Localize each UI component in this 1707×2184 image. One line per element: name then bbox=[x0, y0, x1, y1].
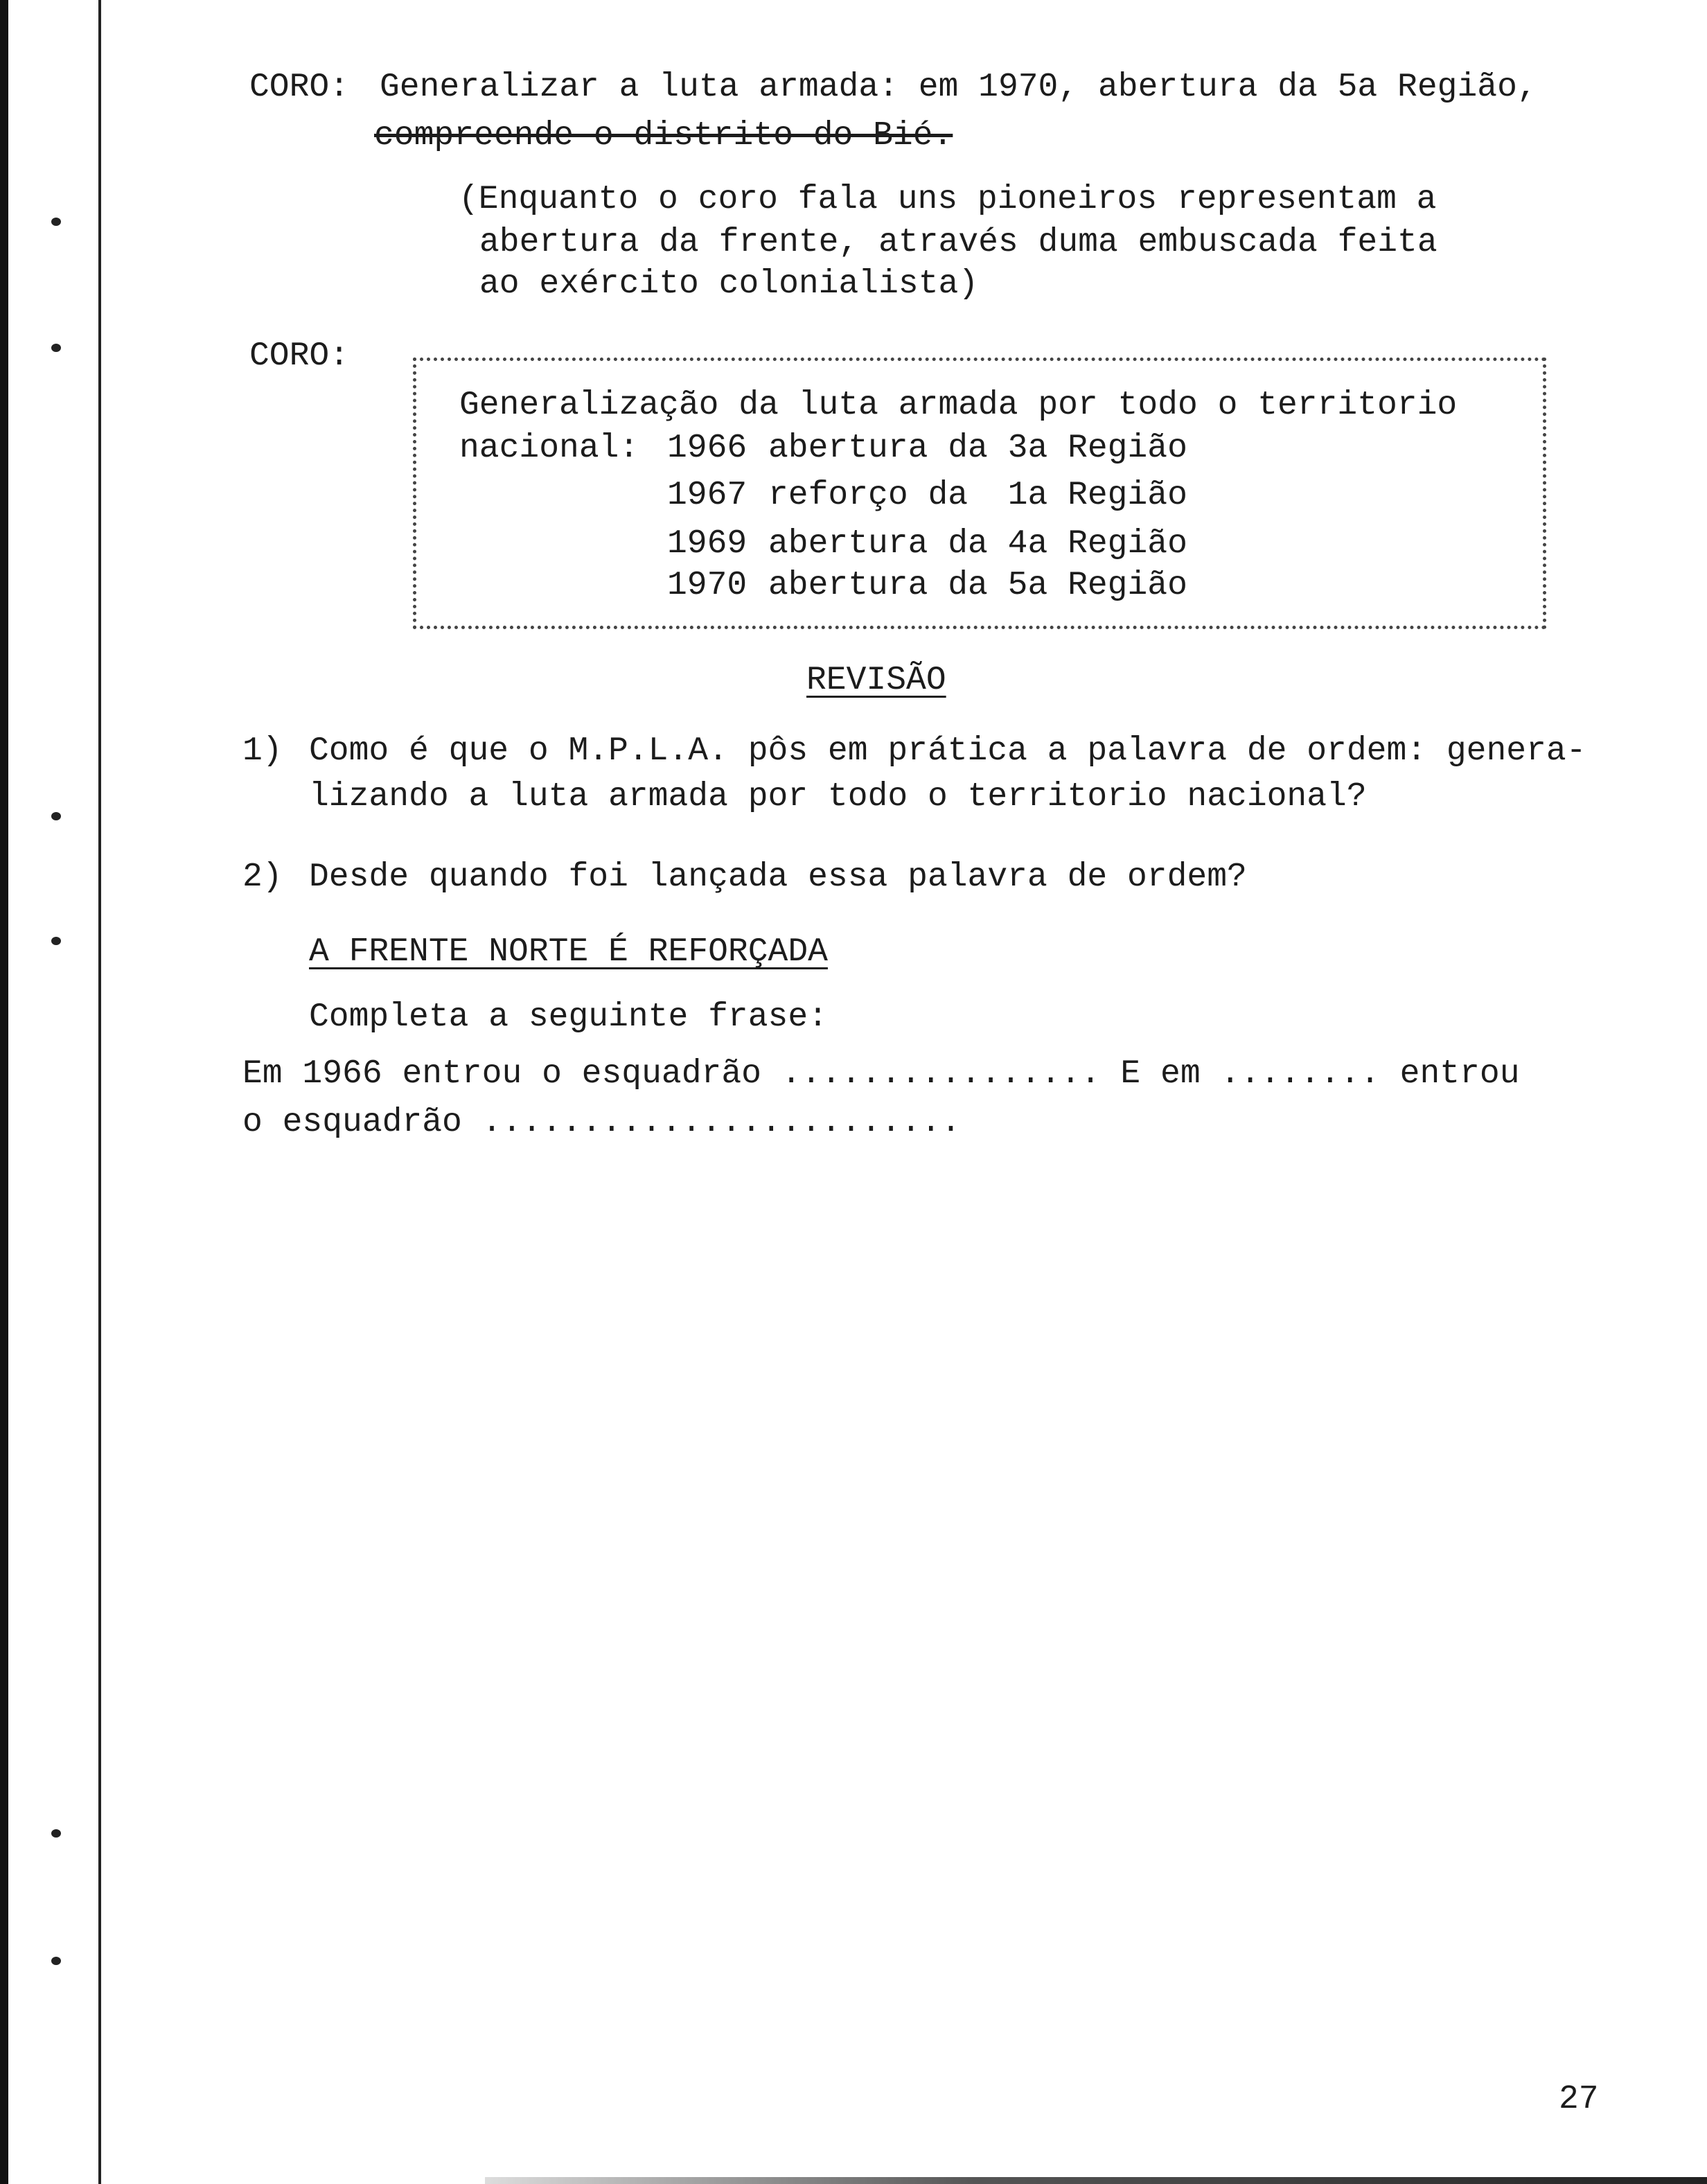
entry-year: 1966 bbox=[667, 430, 748, 467]
margin-rule bbox=[98, 0, 101, 2184]
stage-direction-line: abertura da frente, através duma embuscada feita bbox=[479, 224, 1438, 261]
scan-border bbox=[485, 2177, 1707, 2184]
coro-line: Generalizar a luta armada: em 1970, abertura da 5a Região, bbox=[380, 69, 1537, 106]
question-1-line-2: lizando a luta armada por todo o territorio nacional? bbox=[309, 778, 1367, 816]
entry-year: 1969 bbox=[667, 525, 748, 563]
entry-year: 1967 bbox=[667, 477, 748, 514]
punch-mark bbox=[51, 1829, 61, 1838]
entry-text: abertura da 3a Região bbox=[768, 430, 1187, 467]
speaker-coro-2: CORO: bbox=[249, 337, 350, 375]
entry-text: abertura da 5a Região bbox=[768, 567, 1187, 604]
speaker-coro-1: CORO: bbox=[249, 69, 350, 106]
fill-in-line-1: Em 1966 entrou o esquadrão ................ E em ........ entrou bbox=[242, 1055, 1520, 1093]
question-number: 2) bbox=[242, 858, 283, 896]
punch-mark bbox=[51, 937, 61, 945]
stage-direction-line: (Enquanto o coro fala uns pioneiros representam a bbox=[459, 181, 1437, 218]
question-number: 1) bbox=[242, 732, 283, 770]
fill-in-line-2: o esquadrão ........................ bbox=[242, 1104, 961, 1141]
revisao-title: REVISÃO bbox=[806, 662, 946, 699]
entry-year: 1970 bbox=[667, 567, 748, 604]
section-title-frente-norte: A FRENTE NORTE É REFORÇADA bbox=[309, 933, 828, 971]
struck-text: compreende o distrito do Bié. bbox=[374, 117, 953, 155]
stage-direction-line: ao exército colonialista) bbox=[479, 265, 979, 303]
instruction: Completa a seguinte frase: bbox=[309, 998, 828, 1036]
chronology-box bbox=[413, 358, 1546, 629]
binding-edge bbox=[0, 0, 8, 2184]
punch-mark bbox=[51, 218, 61, 226]
question-2: Desde quando foi lançada essa palavra de ordem? bbox=[309, 858, 1247, 896]
entry-text: abertura da 4a Região bbox=[768, 525, 1187, 563]
punch-mark bbox=[51, 812, 61, 820]
question-1-line-1: Como é que o M.P.L.A. pôs em prática a palavra de ordem: genera- bbox=[309, 732, 1586, 770]
punch-mark bbox=[51, 1957, 61, 1965]
punch-mark bbox=[51, 344, 61, 352]
box-heading: Generalização da luta armada por todo o territorio bbox=[459, 387, 1458, 424]
box-label: nacional: bbox=[459, 430, 639, 467]
page-number: 27 bbox=[1559, 2081, 1599, 2118]
entry-text: reforço da 1a Região bbox=[768, 477, 1187, 514]
